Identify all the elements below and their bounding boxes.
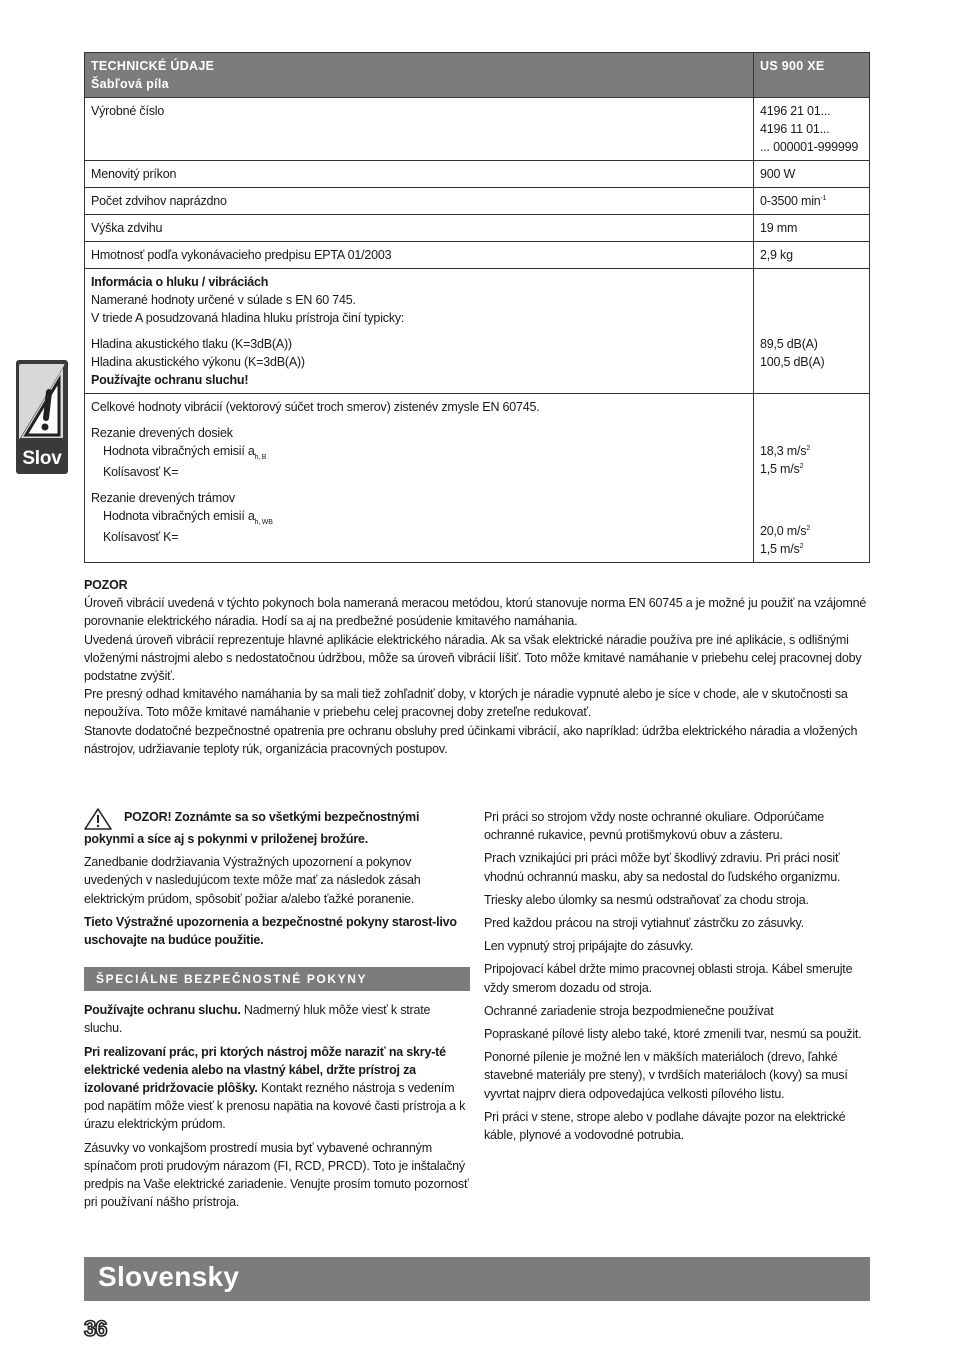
noise-line-1: Namerané hodnoty určené v súlade s EN 60 745. (91, 293, 356, 307)
pozor-paragraph: Úroveň vibrácií uvedená v týchto pokynoch bola nameraná meracou metódou, ktorú stanovuje norma EN 60745 a je možné ju použiť na vzájomné porovnanie elektrického náradia. Hodí sa aj na predbežné posúdenie kmitavého namáhania. (84, 596, 867, 629)
boards-emission-label: Hodnota vibračných emisií $a_{h, B}$ (103, 444, 267, 461)
beams-uncertainty-label: Kolísavosť K= (103, 530, 179, 544)
row-value: 19 mm (754, 215, 870, 242)
noise-row (85, 269, 870, 394)
left-column (84, 808, 470, 1216)
sound-power-label: Hladina akustického výkonu (K=3dB(A)) (91, 355, 305, 369)
row-value (754, 188, 870, 215)
boards-emission-value: 18,3 $m/s^2$ (760, 444, 811, 458)
keep-instructions-note: Tieto Výstražné upozornenia a bezpečnostné pokyny starost-livo uschovajte na budúce použitie. (84, 914, 457, 948)
serial-value-1: 4196 21 01... (760, 104, 831, 118)
table-row (85, 215, 870, 242)
beams-emission-label: Hodnota vibračných emisií $a_{h, WB}$ (103, 509, 273, 526)
vibration-value-cell (754, 394, 870, 563)
boards-uncertainty-value: 1,5 $m/s^2$ (760, 462, 804, 476)
safety-paragraph: Len vypnutý stroj pripájajte do zásuvky. (484, 939, 694, 954)
row-value: 900 W (754, 161, 870, 188)
pozor-paragraph: Pre presný odhad kmitavého namáhania by sa mali tiež zohľadniť doby, v ktorých je náradie vypnuté alebo je síce v chode, ale v skutočnosti sa nepoužíva. Toto môže kmitavé namáhanie v priebehu celej pracovnej doby zreteľne redukovať. (84, 687, 848, 720)
safety-paragraph: Pred každou prácou na stroji vytiahnuť zástrčku zo zásuvky. (484, 916, 804, 931)
sound-pressure-value: 89,5 dB(A) (760, 337, 818, 351)
spec-header-title: TECHNICKÉ ÚDAJE (91, 59, 215, 73)
spec-header-model: US 900 XE (754, 53, 870, 98)
special-safety-section-title: ŠPECIÁLNE BEZPEČNOSTNÉ POKYNY (84, 967, 470, 991)
spec-header-subtitle: Šabľová píla (91, 77, 169, 91)
safety-paragraph: Ponorné pílenie je možné len v mäkších materiáloch (drevo, ľahké stavebné materiály pre steny), v tvrdších materiáloch (kovy) sa musí vyvrtat najprv diera odpovedajúca velkosti pílového listu. (484, 1050, 848, 1101)
boards-title: Rezanie drevených dosiek (91, 426, 233, 440)
safety-paragraph: Ochranné zariadenie stroja bezpodmienečne používat (484, 1003, 774, 1018)
noise-value-cell (754, 269, 870, 394)
safety-paragraph: Pripojovací kábel držte mimo pracovnej oblasti stroja. Kábel smerujte vždy smerom dozadu od stroja. (484, 962, 853, 995)
warning-triangle-icon (84, 808, 124, 830)
noise-label-cell (85, 269, 754, 394)
serial-value-3: ... 000001-999999 (760, 140, 859, 154)
beams-uncertainty-value: 1,5 $m/s^2$ (760, 542, 804, 556)
row-value (754, 98, 870, 161)
right-column (484, 808, 870, 1149)
pozor-title: POZOR (84, 578, 128, 592)
page-number: 36 (84, 1316, 107, 1341)
table-row (85, 161, 870, 188)
language-side-tab (16, 360, 68, 474)
noise-heading: Informácia o hluku / vibráciách (91, 275, 269, 289)
beams-emission-value: 20,0 $m/s^2$ (760, 524, 811, 538)
row-label: Hmotnosť podľa vykonávacieho predpisu EPTA 01/2003 (85, 242, 754, 269)
footer-language-bar (84, 1257, 870, 1301)
table-row (85, 98, 870, 161)
row-label: Výška zdvihu (85, 215, 754, 242)
safety-warning-heading: POZOR! Zoznámte sa so všetkými bezpečnostnými pokynmi a síce aj s pokynmi v priloženej brožúre. (84, 810, 420, 846)
footer-language-title: Slovensky (98, 1261, 240, 1292)
pozor-paragraph: Stanovte dodatočné bezpečnostné opatrenia pre ochranu obsluhy pred účinkami vibrácií, ako napríklad: údržba elektrického náradia a vložených nástrojov, udržiavanie teploty rúk, organizácia pracovných postupov. (84, 723, 858, 756)
spec-header-title-cell (85, 53, 754, 98)
row-label: Menovitý príkon (85, 161, 754, 188)
side-tab-label: Slov (22, 448, 62, 469)
spec-table-header (85, 53, 870, 98)
row-label: Počet zdvihov naprázdno (85, 188, 754, 215)
hidden-wiring-paragraph: Pri realizovaní prác, pri ktorých nástroj môže naraziť na skry-té elektrické vedenia alebo na vlastný kábel, držte prístroj za izolované pridržovacie plôšky. Kontakt rezného nástroja s vedením pod napätím môže viesť k prenosu napätia na kovové časti prístroja a k úrazu elektrickým prúdom. (84, 1044, 466, 1132)
beams-title: Rezanie drevených trámov (91, 491, 235, 505)
boards-uncertainty-label: Kolísavosť K= (103, 465, 179, 479)
hearing-protection-note: Používajte ochranu sluchu! (91, 373, 249, 387)
hearing-protection-paragraph: Používajte ochranu sluchu. Nadmerný hluk môže viesť k strate sluchu. (84, 1003, 431, 1036)
serial-value-2: 4196 11 01... (760, 122, 830, 136)
noise-line-2: V triede A posudzovaná hladina hluku prístroja činí typicky: (91, 311, 405, 325)
vibration-label-cell (85, 394, 754, 563)
spec-table (84, 52, 870, 563)
warning-exclamation-icon (19, 364, 65, 440)
safety-paragraph: Pri práci v stene, strope alebo v podlahe dávajte pozor na elektrické káble, plynové a vodovodné potrubia. (484, 1109, 846, 1143)
table-row (85, 242, 870, 269)
pozor-section (84, 576, 870, 758)
safety-paragraph: Popraskané pílové listy alebo také, ktoré zmenili tvar, nesmú sa použit. (484, 1027, 862, 1042)
sound-power-value: 100,5 dB(A) (760, 355, 825, 369)
safety-warning-text: Zanedbanie dodržiavania Výstražných upozornení a pokynov uvedených v nasledujúcom texte môže mať za následok zásah elektrickým prúdom, spôsobiť požiar a/alebo ťažké poranenie. (84, 855, 421, 906)
vibration-row (85, 394, 870, 563)
row-value: 2,9 kg (754, 242, 870, 269)
stroke-rate-exponent: -1 (820, 195, 827, 202)
sound-pressure-label: Hladina akustického tlaku (K=3dB(A)) (91, 337, 292, 351)
outdoor-socket-paragraph: Zásuvky vo vonkajšom prostredí musia byť vybavené ochranným spínačom proti prudovým nárazom (FI, RCD, PRCD). Toto je inštalačný predpis na Vaše elektrické zariadenie. Venujte prosím tomuto pozornosť pri používaní nášho prístroja. (84, 1140, 469, 1210)
stroke-rate-value: 0-3500 min (760, 194, 821, 208)
safety-paragraph: Prach vznikajúci pri práci môže byť škodlivý zdraviu. Pri práci nosiť vhodnú ochrannú masku, aby sa nedostal do ľudského organizmu. (484, 851, 841, 884)
vibration-intro: Celkové hodnoty vibrácií (vektorový súčet troch smerov) zistenév zmysle EN 60745. (91, 400, 540, 414)
row-label: Výrobné číslo (85, 98, 754, 161)
safety-paragraph: Triesky alebo úlomky sa nesmú odstraňovať za chodu stroja. (484, 892, 809, 907)
pozor-paragraph: Uvedená úroveň vibrácií reprezentuje hlavné aplikácie elektrického náradia. Ak sa však elektrické náradie používa pre iné aplikácie, s odlišnými vloženými nástrojmi alebo s nedostatočnou údržbou, môže sa úroveň vibrácií líšiť. Toto môže kmitavé namáhanie v priebehu celej pracovnej doby podstatne zvýšiť. (84, 632, 862, 684)
table-row (85, 188, 870, 215)
safety-paragraph: Pri práci so strojom vždy noste ochranné okuliare. Odporúčame ochranné rukavice, pevnú protišmykovú obuv a zásteru. (484, 810, 825, 843)
